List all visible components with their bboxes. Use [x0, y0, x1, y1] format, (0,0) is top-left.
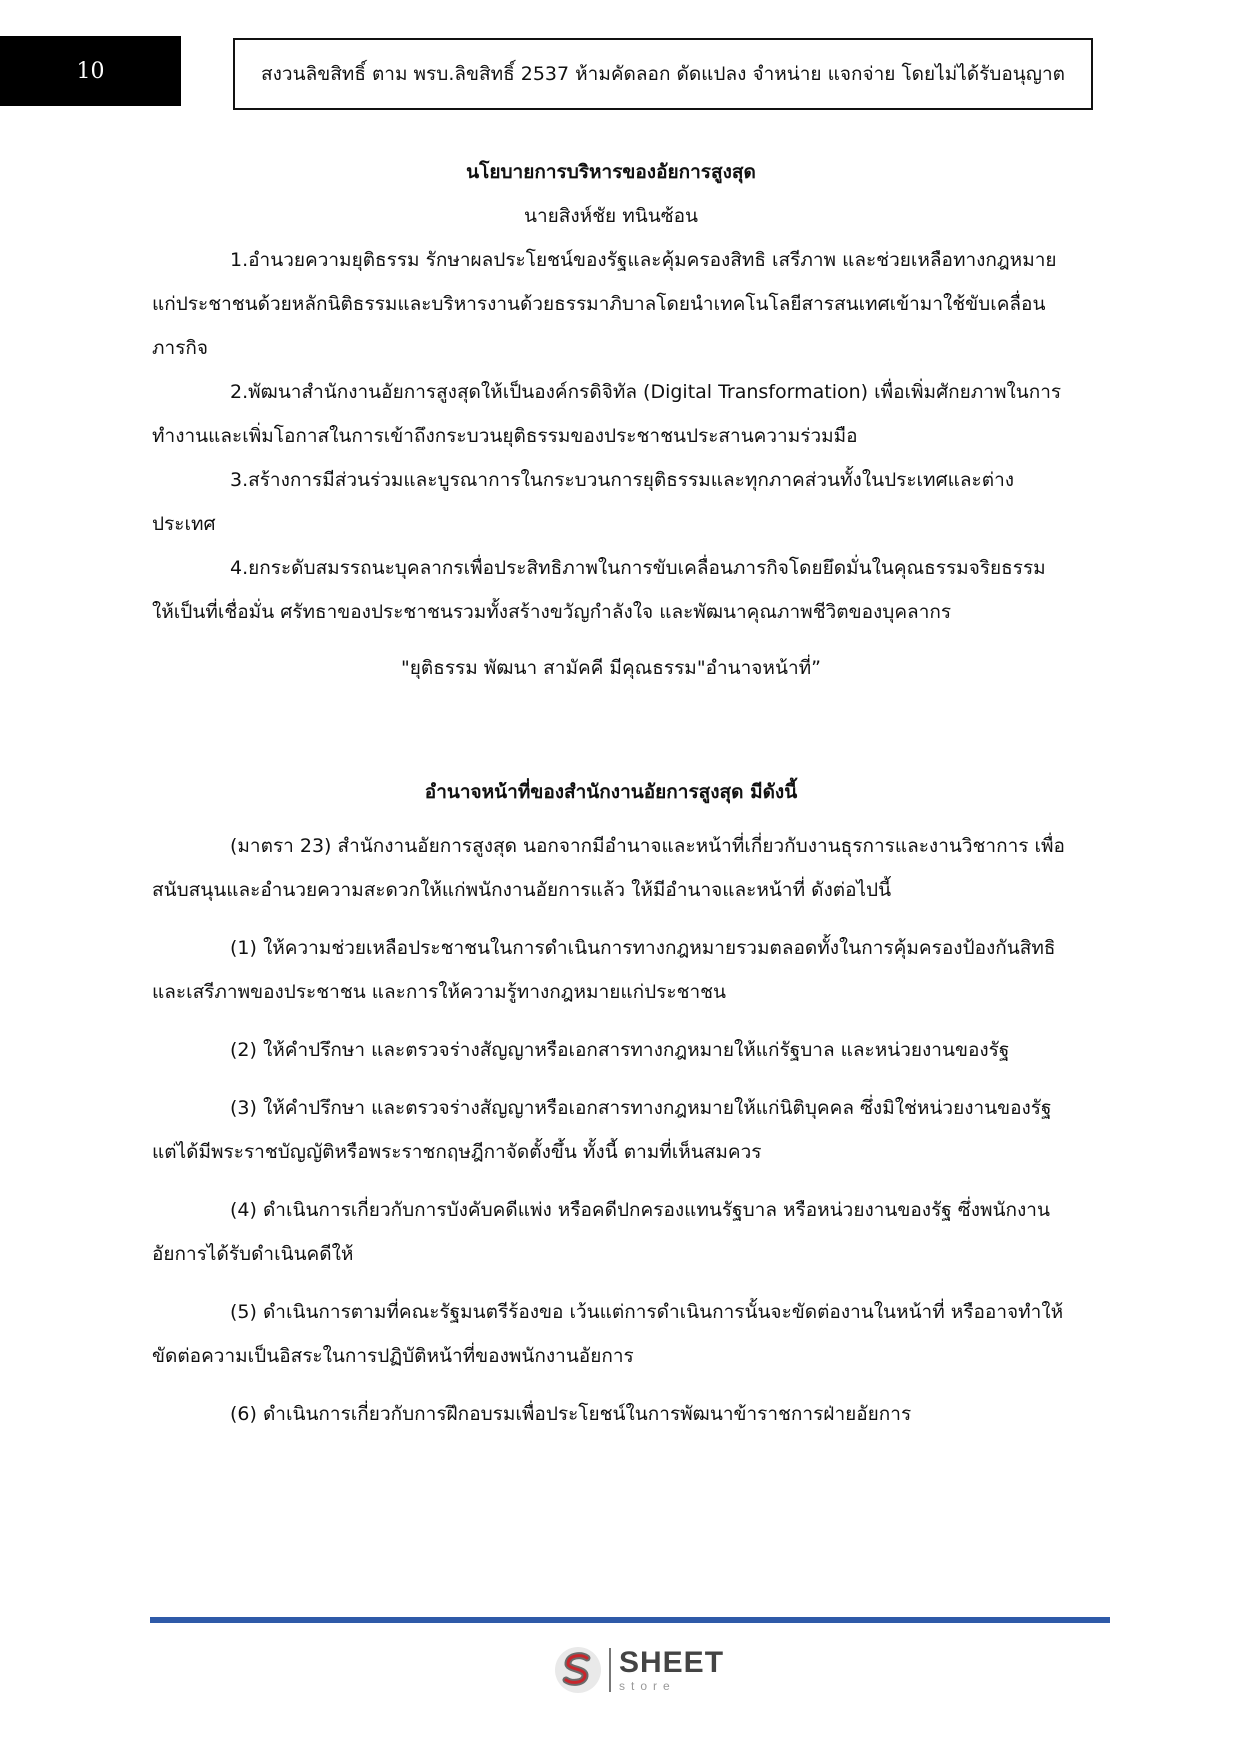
duties-section — [152, 770, 1070, 1436]
duties-title: อำนาจหน้าที่ของสำนักงานอัยการสูงสุด มีดังนี้ — [424, 781, 798, 803]
duty-item-5: (5) ดำเนินการตามที่คณะรัฐมนตรีร้องขอ เว้นแต่การดำเนินการนั้นจะขัดต่องานในหน้าที่ หรืออาจทำให้ขัดต่อความเป็นอิสระในการปฏิบัติหน้าที่ของพนักงานอัยการ — [152, 1301, 1064, 1367]
duty-item-4: (4) ดำเนินการเกี่ยวกับการบังคับคดีแพ่ง หรือคดีปกครองแทนรัฐบาล หรือหน่วยงานของรัฐ ซึ่งพนักงานอัยการได้รับดำเนินคดีให้ — [152, 1199, 1050, 1265]
logo-name: SHEET — [619, 1646, 725, 1679]
policy-item-2: 2.พัฒนาสำนักงานอัยการสูงสุดให้เป็นองค์กรดิจิทัล (Digital Transformation) เพื่อเพิ่มศักยภาพในการทำงานและเพิ่มโอกาสในการเข้าถึงกระบวนยุติธรรมของประชาชนประสานความร่วมมือ — [152, 381, 1062, 447]
logo-subtitle: store — [619, 1679, 676, 1693]
duty-item-2: (2) ให้คำปรึกษา และตรวจร่างสัญญาหรือเอกสารทางกฎหมายให้แก่รัฐบาล และหน่วยงานของรัฐ — [230, 1039, 1010, 1061]
copyright-notice: สงวนลิขสิทธิ์ ตาม พรบ.ลิขสิทธิ์ 2537 ห้ามคัดลอก ดัดแปลง จำหน่าย แจกจ่าย โดยไม่ได้รับอนุญาต — [233, 38, 1093, 110]
duty-item-6: (6) ดำเนินการเกี่ยวกับการฝึกอบรมเพื่อประโยชน์ในการพัฒนาข้าราชการฝ่ายอัยการ — [230, 1403, 912, 1425]
duty-item-1: (1) ให้ความช่วยเหลือประชาชนในการดำเนินการทางกฎหมายรวมตลอดทั้งในการคุ้มครองป้องกันสิทธิและเสรีภาพของประชาชน และการให้ความรู้ทางกฎหมายแก่ประชาชน — [152, 937, 1056, 1003]
sheet-store-logo — [553, 1642, 724, 1698]
section-spacer — [152, 690, 1070, 770]
page-content — [152, 150, 1070, 1450]
policy-motto: "ยุติธรรม พัฒนา สามัคคี มีคุณธรรม"อำนาจหน้าที่” — [401, 657, 821, 679]
logo-text — [619, 1648, 724, 1692]
policy-closing-line: ให้เป็นที่เชื่อมั่น ศรัทธาของประชาชนรวมทั้งสร้างขวัญกำลังใจ และพัฒนาคุณภาพชีวิตของบุคลากร — [152, 601, 952, 623]
policy-title: นโยบายการบริหารของอัยการสูงสุด — [466, 161, 756, 183]
footer-rule — [150, 1617, 1110, 1623]
policy-item-1: 1.อำนวยความยุติธรรม รักษาผลประโยชน์ของรัฐและคุ้มครองสิทธิ เสรีภาพ และช่วยเหลือทางกฎหมายแก่ประชาชนด้วยหลักนิติธรรมและบริหารงานด้วยธรรมาภิบาลโดยนำเทคโนโลยีสารสนเทศเข้ามาใช้ขับเคลื่อนภารกิจ — [152, 249, 1057, 359]
duty-item-3: (3) ให้คำปรึกษา และตรวจร่างสัญญาหรือเอกสารทางกฎหมายให้แก่นิติบุคคล ซึ่งมิใช่หน่วยงานของรัฐแต่ได้มีพระราชบัญญัติหรือพระราชกฤษฎีกาจัดตั้งขึ้น ทั้งนี้ ตามที่เห็นสมควร — [152, 1097, 1052, 1163]
policy-author: นายสิงห์ชัย ทนินซ้อน — [523, 205, 699, 227]
policy-item-3: 3.สร้างการมีส่วนร่วมและบูรณาการในกระบวนการยุติธรรมและทุกภาคส่วนทั้งในประเทศและต่างประเทศ — [152, 469, 1015, 535]
logo-divider — [609, 1648, 611, 1692]
policy-item-4: 4.ยกระดับสมรรถนะบุคลากรเพื่อประสิทธิภาพในการขับเคลื่อนภารกิจโดยยึดมั่นในคุณธรรมจริยธรรม — [230, 557, 1046, 579]
page-number: 10 — [0, 36, 181, 106]
policy-section — [152, 150, 1070, 690]
s-logo-icon — [553, 1645, 603, 1695]
duties-intro: (มาตรา 23) สำนักงานอัยการสูงสุด นอกจากมีอำนาจและหน้าที่เกี่ยวกับงานธุรการและงานวิชาการ เพื่อสนับสนุนและอำนวยความสะดวกให้แก่พนักงานอัยการแล้ว ให้มีอำนาจและหน้าที่ ดังต่อไปนี้ — [152, 835, 1065, 901]
